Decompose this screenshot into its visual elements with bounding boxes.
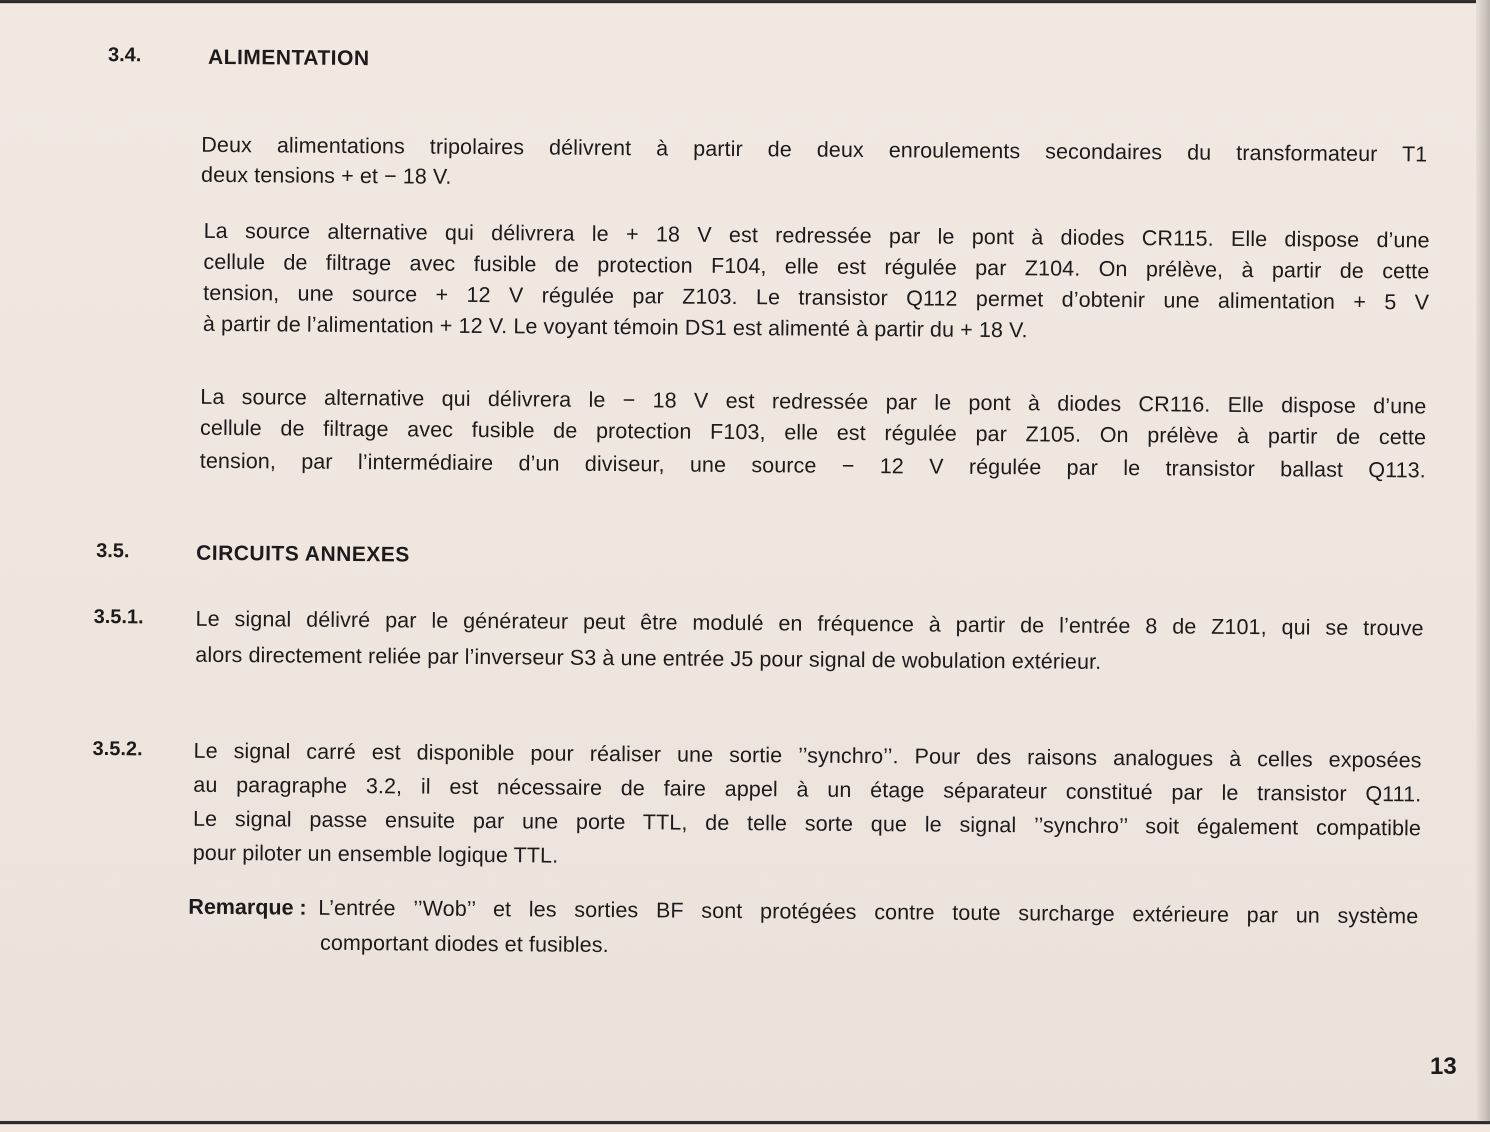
paragraph-line: pour piloter un ensemble logique TTL. [192, 840, 559, 868]
remark-line: L’entrée ’’Wob’’ et les sorties BF sont protégées contre toute surcharge extérieure par un système [318, 895, 1419, 929]
paragraph-line: Deux alimentations tripolaires délivrent à partir de deux enroulements secondaires du transformateur T1 [201, 132, 1428, 167]
paragraph-line: à partir de l’alimentation + 12 V. Le voyant témoin DS1 est alimenté à partir du + 18 V. [202, 311, 1028, 343]
paragraph-line: La source alternative qui délivrera le + 18 V est redressée par le pont à diodes CR115. Elle dispose d’une [203, 218, 1430, 253]
paragraph-line: alors directement reliée par l’inverseur S3 à une entrée J5 pour signal de wobulation extérieur. [195, 642, 1102, 674]
paragraph-line: deux tensions + et − 18 V. [201, 162, 452, 189]
section-number: 3.5. [96, 539, 130, 563]
section-title: CIRCUITS ANNEXES [196, 541, 410, 567]
paragraph-line: Le signal délivré par le générateur peut être modulé en fréquence à partir de l’entrée 8 de Z101, qui se trouve [195, 606, 1424, 641]
paragraph-line: tension, une source + 12 V régulée par Z103. Le transistor Q112 permet d’obtenir une alimentation + 5 V [203, 280, 1430, 315]
paragraph-line: cellule de filtrage avec fusible de protection F103, elle est régulée par Z105. On prélève à partir de cette [200, 415, 1427, 450]
section-number: 3.4. [107, 44, 142, 67]
paragraph-line: au paragraphe 3.2, il est nécessaire de faire appel à un étage séparateur constitué par le transistor Q111. [193, 772, 1422, 807]
paragraph-line: Le signal carré est disponible pour réaliser une sortie ’’synchro’’. Pour des raisons analogues à celles exposées [193, 738, 1422, 773]
section-title: ALIMENTATION [207, 45, 370, 71]
paragraph-line: Le signal passe ensuite par une porte TTL, de telle sorte que le signal ’’synchro’’ soit également compatible [192, 806, 1422, 841]
remark-line: comportant diodes et fusibles. [319, 930, 609, 958]
remark-label: Remarque : [188, 894, 307, 920]
paragraph-line: cellule de filtrage avec fusible de protection F104, elle est régulée par Z104. On prélève, à partir de cette [203, 249, 1430, 284]
page-number: 13 [1430, 1053, 1457, 1080]
subsection-number: 3.5.2. [92, 737, 143, 761]
paragraph-line: La source alternative qui délivrera le − 18 V est redressée par le pont à diodes CR116. Elle dispose d’une [200, 384, 1427, 419]
paragraph-line: tension, par l’intermédiaire d’un diviseur, une source − 12 V régulée par le transistor ballast Q113. [199, 448, 1426, 483]
subsection-number: 3.5.1. [93, 605, 144, 629]
